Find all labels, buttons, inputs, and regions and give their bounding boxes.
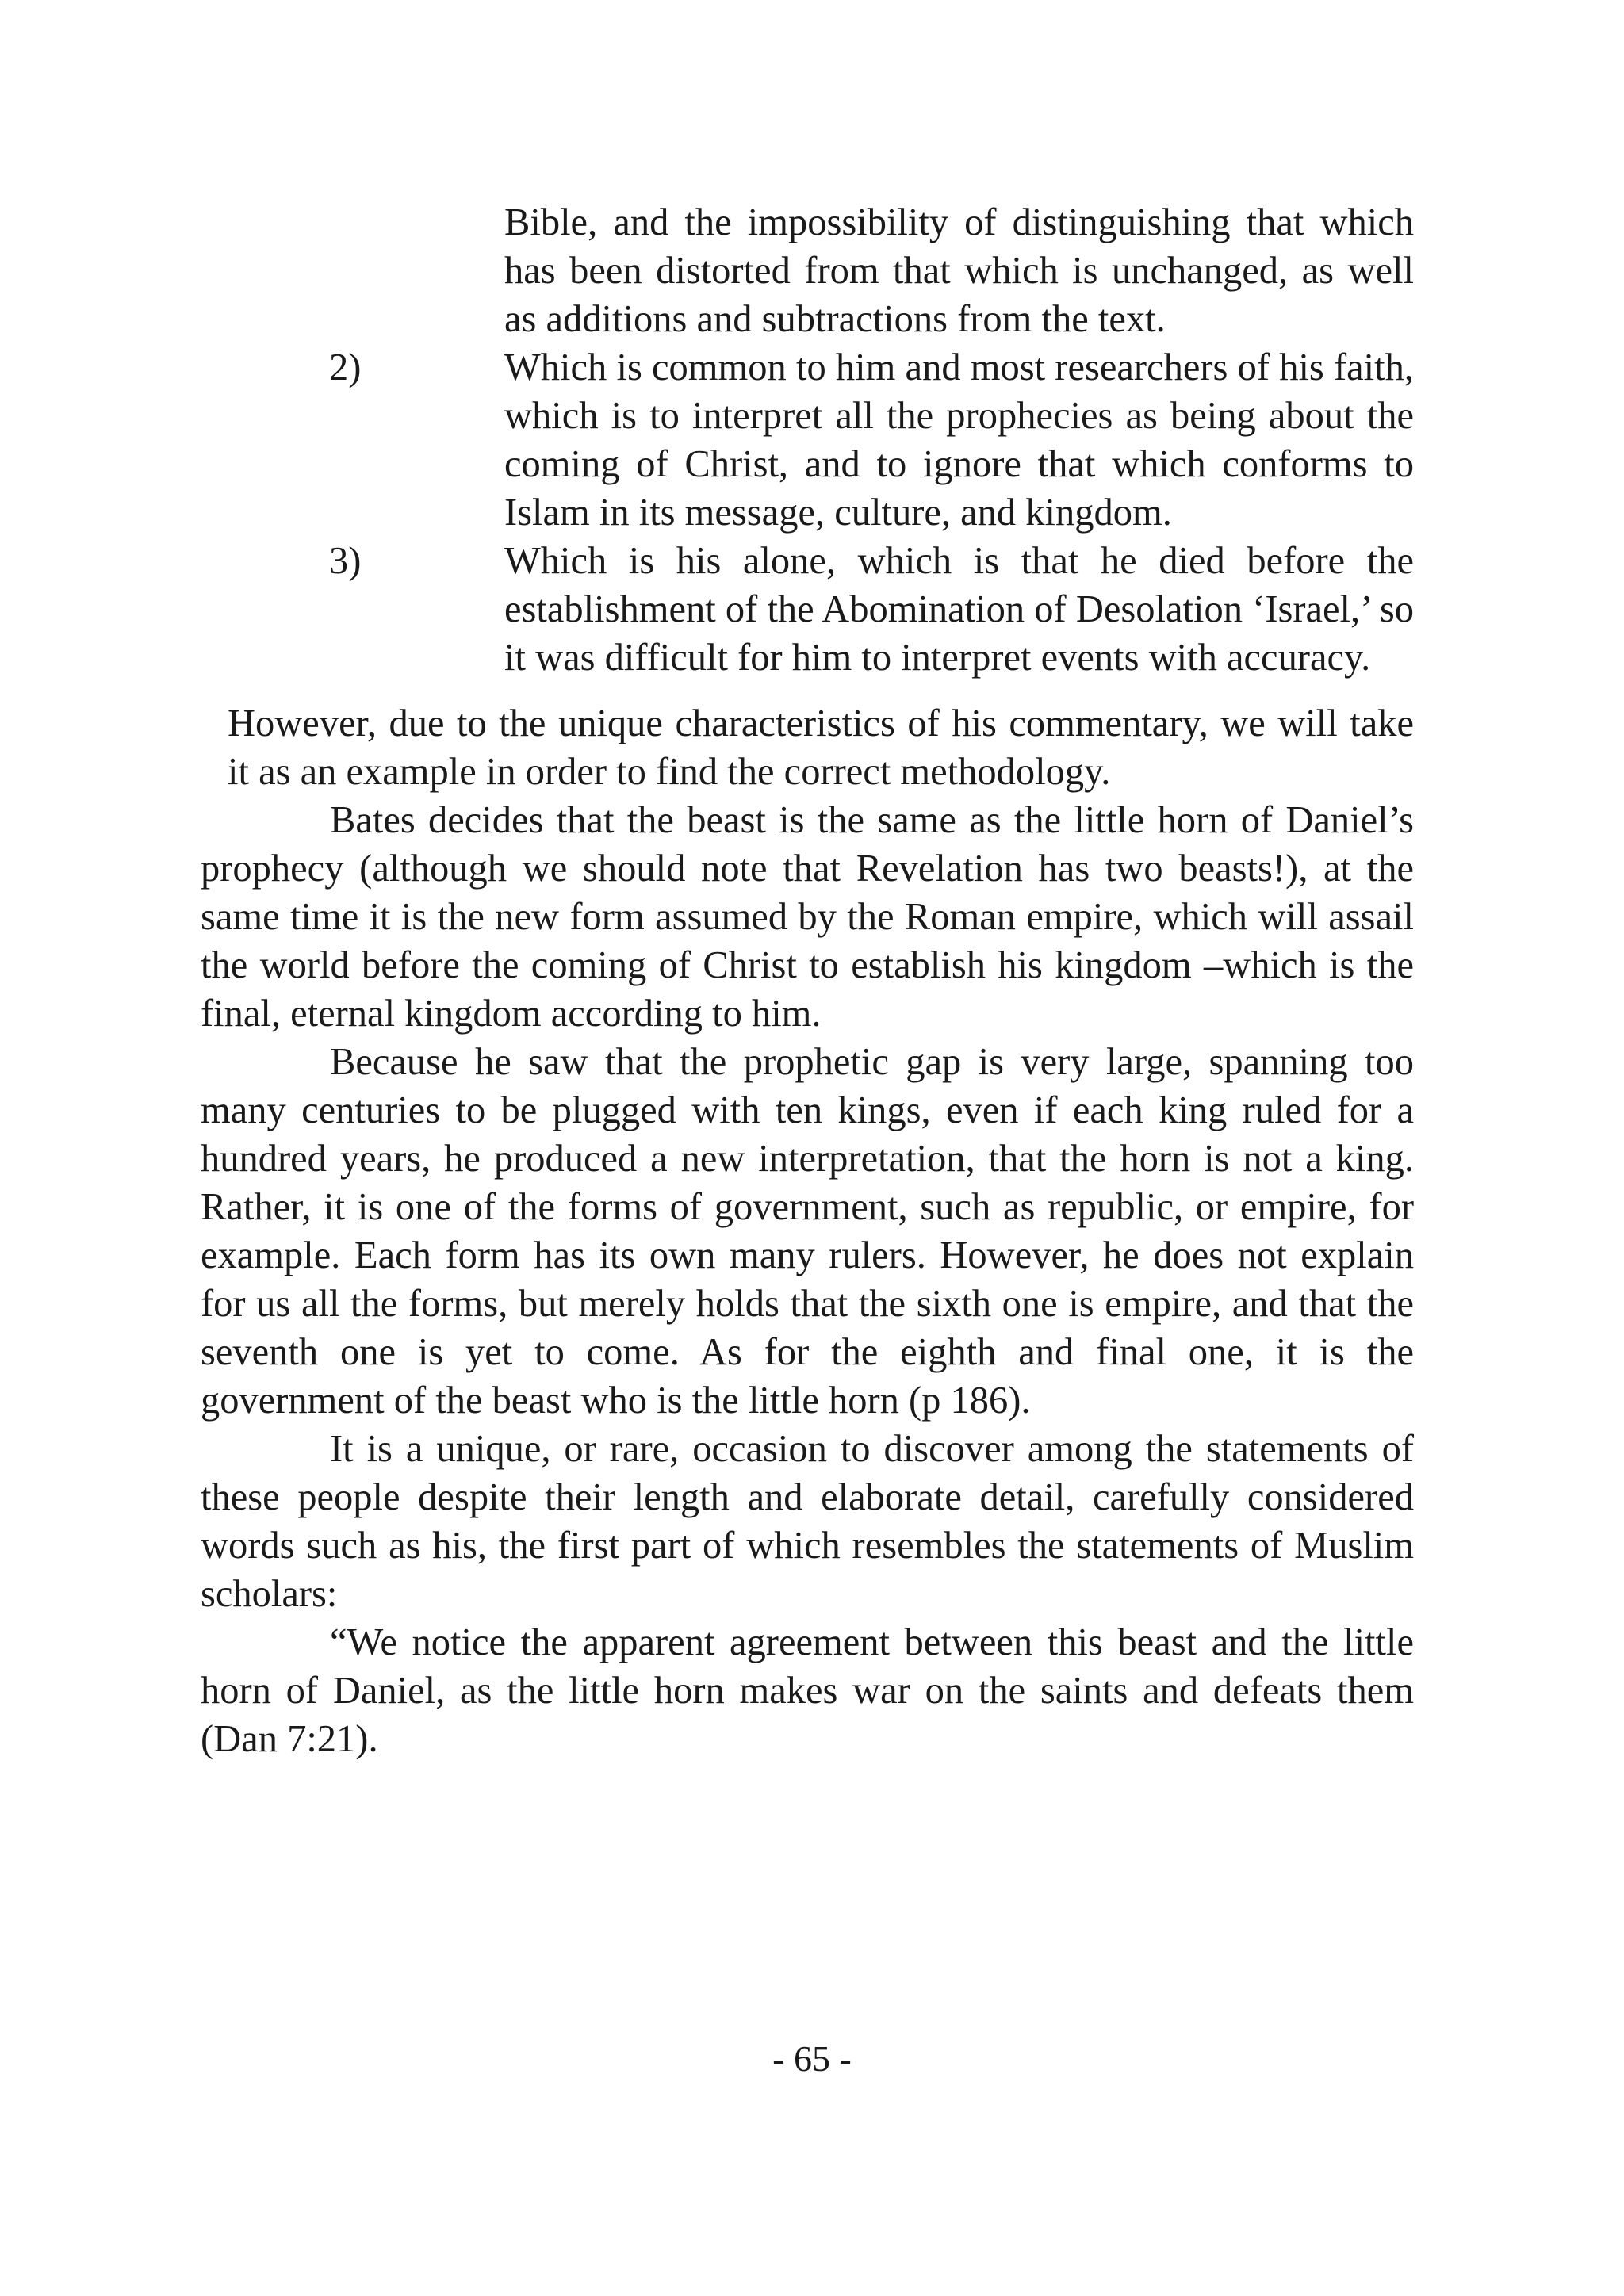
page-number: - 65 -	[772, 2038, 852, 2079]
list-item-2	[201, 343, 1414, 537]
paragraph-quotation: “We notice the apparent agreement between this beast and the little horn of Daniel, as the little horn makes war on the saints and defeats them (Dan 7:21).	[201, 1621, 1414, 1760]
paragraph-prophetic-gap: Because he saw that the prophetic gap is very large, spanning too many centuries to be plugged with ten kings, even if each king ruled for a hundred years, he produced a new interpretation, that the horn is not a king. Rather, it is one of the forms of government, such as republic, or empire, for example. Each form has its own many rulers. However, he does not explain for us all the forms, but merely holds that the sixth one is empire, and that the seventh one is yet to come. As for the eighth and final one, it is the government of the beast who is the little horn (p 186).	[201, 1041, 1414, 1422]
list-item-text: Which is common to him and most researchers of his faith, which is to interpret all the prophecies as being about the coming of Christ, and to ignore that which conforms to Islam in its message, culture, and kingdom.	[504, 346, 1414, 534]
list-number: 2)	[329, 346, 362, 388]
paragraph-however: However, due to the unique characteristics of his commentary, we will take it as an example in order to find the correct methodology.	[228, 702, 1414, 793]
list-item-3	[201, 537, 1414, 682]
paragraph-bates: Bates decides that the beast is the same as the little horn of Daniel’s prophecy (although we should note that Revelation has two beasts!), at the same time it is the new form assumed by the Roman empire, which will assail the world before the coming of Christ to establish his kingdom –which is the final, eternal kingdom according to him.	[201, 799, 1414, 1035]
list-item-text: Bible, and the impossibility of distinguishing that which has been distorted from that which is unchanged, as well as additions and subtractions from the text.	[504, 201, 1414, 340]
list-item-1-continuation	[201, 198, 1414, 343]
body-text	[201, 198, 1414, 1763]
list-item-text: Which is his alone, which is that he died before the establishment of the Abomination of Desolation ‘Israel,’ so it was difficult for him to interpret events with accuracy.	[504, 540, 1414, 679]
list-number: 3)	[329, 540, 362, 582]
paragraph-unique-occasion: It is a unique, or rare, occasion to discover among the statements of these people despite their length and elaborate detail, carefully considered words such as his, the first part of which resembles the statements of Muslim scholars:	[201, 1428, 1414, 1615]
